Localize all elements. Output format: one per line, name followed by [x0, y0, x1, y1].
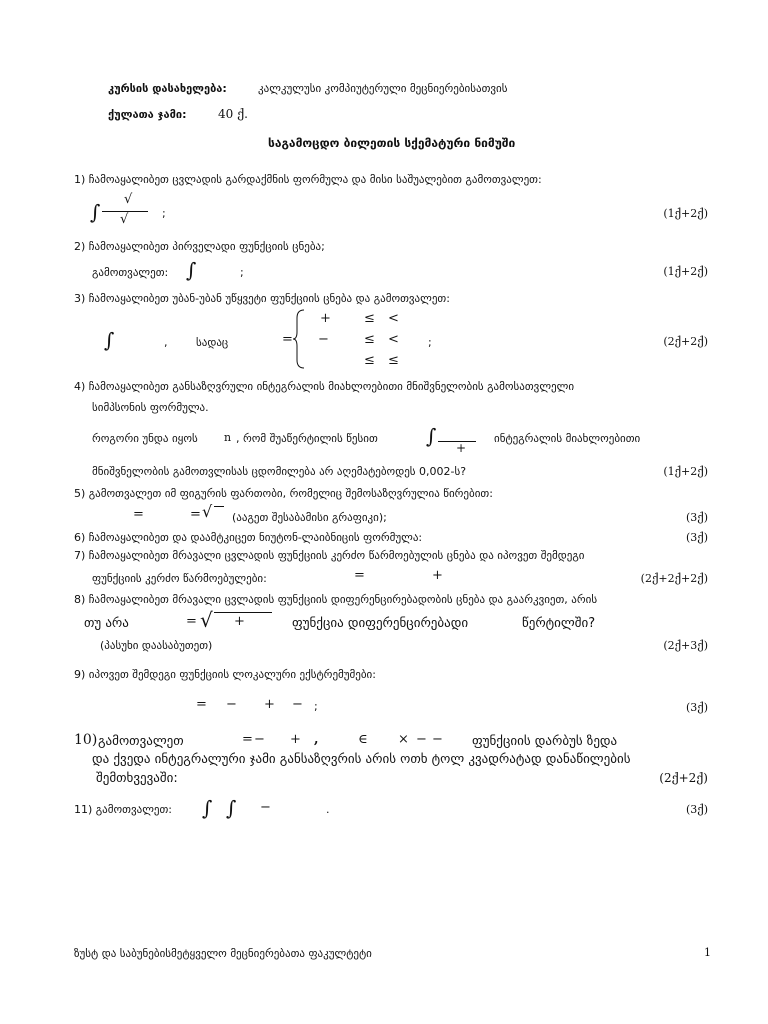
integral-sign: ∫	[90, 200, 101, 224]
q2-semicolon: ;	[240, 266, 244, 279]
comma-sign: ,	[314, 732, 319, 747]
minus-sign: −	[432, 732, 443, 747]
q5-text: 5) გამოთვალეთ იმ ფიგურის ფართობი, რომელიც შემოსაზღვრულია წირებით:	[74, 487, 493, 500]
q11-dot: .	[326, 803, 330, 816]
q4-line3a: როგორი უნდა იყოს	[92, 432, 198, 445]
minus-sign: −	[254, 732, 265, 747]
equals-sign: =	[186, 614, 197, 629]
q3-text: 3) ჩამოაყალიბეთ უბან-უბან უწყვეტი ფუნქციის ცნება და გამოთვალეთ:	[74, 292, 450, 305]
q2-text: 2) ჩამოაყალიბეთ პირველადი ფუნქციის ცნება;	[74, 240, 325, 253]
q4-line2: სიმპსონის ფორმულა.	[92, 401, 209, 414]
leq-sign: ≤	[364, 353, 375, 368]
q5-sub: (ააგეთ შესაბამისი გრაფიკი);	[232, 511, 387, 524]
page-number: 1	[704, 946, 711, 959]
q9-text: 9) იპოვეთ შემდეგი ფუნქციის ლოკალური ექსტრემუმები:	[74, 668, 376, 681]
sqrt-symbol: √	[202, 502, 213, 521]
q4-points: (1ქ+2ქ)	[663, 465, 708, 478]
q9-points: (3ქ)	[685, 701, 708, 714]
q7-line1: 7) ჩამოაყალიბეთ მრავალი ცვლადის ფუნქციის კერძო წარმოებულის ცნება და იპოვეთ შემდეგი	[74, 549, 585, 562]
sqrt-symbol: √	[200, 608, 213, 632]
q1-points: (1ქ+2ქ)	[663, 207, 708, 220]
q11-text: 11) გამოთვალეთ:	[74, 803, 173, 816]
integral-sign: ∫	[226, 796, 237, 820]
total-label: ქულათა ჯამი:	[108, 108, 187, 121]
q10-line1b: ფუნქციის დარბუს ზედა	[472, 734, 618, 749]
sqrt-bar	[214, 612, 272, 613]
plus-sign: +	[264, 697, 275, 712]
q3-where: სადაც	[196, 336, 229, 349]
minus-sign: −	[318, 332, 329, 347]
q11-points: (3ქ)	[685, 803, 708, 816]
minus-sign: −	[260, 800, 271, 815]
course-name: კალკულუსი კომპიუტერული მეცნიერებისათვის	[258, 82, 508, 95]
q3-comma: ,	[164, 336, 168, 349]
q3-points: (2ქ+2ქ)	[663, 335, 708, 348]
plus-sign: +	[456, 441, 467, 455]
q2-points: (1ქ+2ქ)	[663, 265, 708, 278]
plus-sign: +	[320, 311, 331, 326]
q8-line2c: წერტილში?	[522, 616, 596, 631]
q4-line1: 4) ჩამოაყალიბეთ განსაზღვრული ინტეგრალის მიახლოებითი მნიშვნელობის გამოსათვლელი	[74, 380, 575, 393]
equals-sign: =	[196, 697, 207, 712]
sqrt-symbol: √	[120, 212, 129, 227]
lt-sign: <	[388, 332, 399, 347]
leq-sign: ≤	[364, 311, 375, 326]
q6-text: 6) ჩამოაყალიბეთ და დაამტკიცეთ ნიუტონ-ლაიბნიცის ფორმულა:	[74, 531, 423, 544]
minus-sign: −	[226, 697, 237, 712]
q10-line2: და ქვედა ინტეგრალური ჯამი განსაზღვრის არის ოთხ ტოლ კვადრატად დანაწილების	[92, 752, 631, 767]
plus-sign: +	[290, 732, 301, 747]
leq-sign: ≤	[364, 332, 375, 347]
q9-semicolon: ;	[314, 700, 318, 713]
plus-sign: +	[234, 614, 245, 629]
integral-sign: ∫	[202, 796, 213, 820]
q4-line3c: ინტეგრალის მიახლოებითი	[494, 432, 641, 445]
integral-sign: ∫	[104, 328, 115, 352]
q2-sub: გამოთვალეთ:	[92, 266, 169, 279]
q4-line4: მნიშვნელობის გამოთვლისას ცდომილება არ აღემატებოდეს 0,002-ს?	[92, 465, 467, 478]
q8-line2b: ფუნქცია დიფერენცირებადი	[292, 616, 469, 631]
q10-number: 10)	[74, 732, 98, 748]
q10-line3: შემთხვევაში:	[96, 771, 178, 786]
equals-sign: =	[282, 332, 293, 347]
sqrt-symbol: √	[124, 192, 133, 207]
q4-n: n	[224, 431, 232, 444]
q8-line2a: თუ არა	[84, 616, 129, 631]
total-value: 40 ქ.	[218, 107, 248, 121]
q6-points: (3ქ)	[685, 531, 708, 544]
minus-sign: −	[292, 697, 303, 712]
q8-line3: (პასუხი დაასაბუთეთ)	[100, 639, 213, 652]
q3-semicolon: ;	[428, 336, 432, 349]
q4-line3b: , რომ შუაწერტილის წესით	[236, 432, 378, 445]
equals-sign: =	[354, 568, 365, 583]
element-of-sign: ∈	[358, 732, 368, 747]
left-brace-icon	[292, 308, 306, 370]
q8-points: (2ქ+3ქ)	[663, 639, 708, 652]
integral-sign: ∫	[186, 258, 197, 282]
q1-text: 1) ჩამოაყალიბეთ ცვლადის გარდაქმნის ფორმულა და მისი საშუალებით გამოთვალეთ:	[74, 173, 542, 186]
equals-sign: =	[190, 507, 201, 522]
course-label: კურსის დასახელება:	[108, 82, 227, 95]
q10-line1a: გამოთვალეთ	[98, 734, 184, 749]
lt-sign: <	[388, 311, 399, 326]
q8-line1: 8) ჩამოაყალიბეთ მრავალი ცვლადის ფუნქციის დიფერენცირებადობის ცნება და გაარკვიეთ, არის	[74, 593, 598, 606]
footer-faculty: ზუსტ და საბუნებისმეტყველო მეცნიერებათა ფაკულტეტი	[74, 947, 372, 960]
q7-points: (2ქ+2ქ+2ქ)	[640, 572, 708, 585]
q10-points: (2ქ+2ქ)	[659, 771, 708, 785]
minus-sign: −	[416, 732, 427, 747]
sqrt-bar	[214, 506, 224, 507]
page-title: საგამოცდო ბილეთის სქემატური ნიმუში	[268, 136, 516, 150]
leq-sign: ≤	[388, 353, 399, 368]
plus-sign: +	[432, 568, 443, 583]
times-sign: ×	[398, 732, 409, 747]
equals-sign: =	[242, 732, 253, 747]
q1-semicolon: ;	[162, 207, 166, 220]
equals-sign: =	[133, 507, 144, 522]
q5-points: (3ქ)	[685, 511, 708, 524]
integral-sign: ∫	[426, 424, 437, 448]
q7-line2: ფუნქციის კერძო წარმოებულები:	[92, 572, 267, 585]
